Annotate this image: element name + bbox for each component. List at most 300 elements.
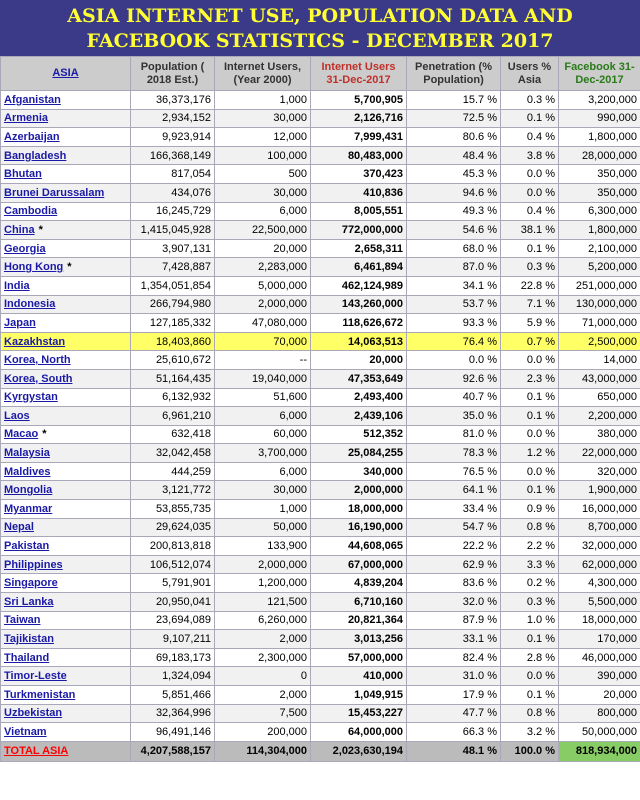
country-cell[interactable] [1, 648, 131, 667]
population-cell: 1,324,094 [131, 667, 215, 686]
table-row [1, 351, 640, 370]
facebook-cell: 22,000,000 [559, 444, 640, 463]
country-link[interactable]: Malaysia [4, 447, 50, 460]
users-2000-cell: 2,000 [215, 686, 311, 705]
country-link[interactable]: Turkmenistan [4, 688, 76, 701]
facebook-cell: 1,800,000 [559, 221, 640, 240]
users-2017-cell: 5,700,905 [311, 91, 407, 110]
users-2017-cell: 25,084,255 [311, 444, 407, 463]
total-penetration: 48.1 % [407, 741, 501, 761]
facebook-cell: 28,000,000 [559, 146, 640, 165]
table-row [1, 537, 640, 556]
users-asia-cell: 0.1 % [501, 407, 559, 426]
title-line-1: ASIA INTERNET USE, POPULATION DATA AND [67, 5, 573, 27]
country-cell[interactable] [1, 351, 131, 370]
country-link[interactable]: Tajikistan [4, 633, 54, 646]
users-2000-cell: 20,000 [215, 239, 311, 258]
table-header [1, 57, 640, 91]
population-cell: 2,934,152 [131, 109, 215, 128]
facebook-cell: 43,000,000 [559, 369, 640, 388]
users-2017-cell: 20,000 [311, 351, 407, 370]
users-2000-cell: 500 [215, 165, 311, 184]
table-row [1, 165, 640, 184]
facebook-cell: 350,000 [559, 183, 640, 202]
users-asia-cell: 0.1 % [501, 388, 559, 407]
country-cell[interactable] [1, 239, 131, 258]
users-2017-cell: 4,839,204 [311, 574, 407, 593]
country-cell[interactable] [1, 91, 131, 110]
population-cell: 5,851,466 [131, 686, 215, 705]
users-2000-cell: 6,000 [215, 202, 311, 221]
users-2000-cell: 22,500,000 [215, 221, 311, 240]
penetration-cell: 83.6 % [407, 574, 501, 593]
users-asia-cell: 0.1 % [501, 481, 559, 500]
users-2000-cell: 70,000 [215, 332, 311, 351]
users-2017-cell: 80,483,000 [311, 146, 407, 165]
country-cell[interactable] [1, 481, 131, 500]
penetration-cell: 33.1 % [407, 630, 501, 649]
header-population: Population ( 2018 Est.) [131, 57, 215, 91]
users-asia-cell: 0.8 % [501, 518, 559, 537]
table-row [1, 462, 640, 481]
users-2000-cell: 2,000,000 [215, 295, 311, 314]
users-2017-cell: 340,000 [311, 462, 407, 481]
population-cell: 434,076 [131, 183, 215, 202]
users-2017-cell: 3,013,256 [311, 630, 407, 649]
facebook-cell: 4,300,000 [559, 574, 640, 593]
footnote-star: * [67, 261, 72, 274]
users-2000-cell: 6,000 [215, 462, 311, 481]
users-2000-cell: 19,040,000 [215, 369, 311, 388]
table-row [1, 444, 640, 463]
country-link[interactable]: Bangladesh [4, 149, 67, 162]
population-cell: 6,132,932 [131, 388, 215, 407]
users-2000-cell: 2,300,000 [215, 648, 311, 667]
country-cell[interactable] [1, 593, 131, 612]
country-cell[interactable] [1, 667, 131, 686]
table-row [1, 704, 640, 723]
penetration-cell: 45.3 % [407, 165, 501, 184]
users-2000-cell: 7,500 [215, 704, 311, 723]
population-cell: 18,403,860 [131, 332, 215, 351]
table-body [1, 91, 640, 742]
users-2000-cell: 6,260,000 [215, 611, 311, 630]
table-row [1, 630, 640, 649]
facebook-cell: 650,000 [559, 388, 640, 407]
penetration-cell: 62.9 % [407, 555, 501, 574]
users-2017-cell: 462,124,989 [311, 276, 407, 295]
facebook-cell: 2,200,000 [559, 407, 640, 426]
country-link[interactable]: Macao [4, 428, 39, 441]
country-cell[interactable] [1, 630, 131, 649]
population-cell: 1,354,051,854 [131, 276, 215, 295]
users-2017-cell: 20,821,364 [311, 611, 407, 630]
users-asia-cell: 0.0 % [501, 462, 559, 481]
users-2017-cell: 2,658,311 [311, 239, 407, 258]
country-cell[interactable] [1, 537, 131, 556]
users-2017-cell: 2,493,400 [311, 388, 407, 407]
facebook-cell: 800,000 [559, 704, 640, 723]
country-link[interactable]: Afganistan [4, 93, 61, 106]
total-label-cell[interactable] [1, 741, 131, 761]
users-2017-cell: 8,005,551 [311, 202, 407, 221]
facebook-cell: 390,000 [559, 667, 640, 686]
table-row [1, 239, 640, 258]
table-row [1, 109, 640, 128]
country-link[interactable]: Sri Lanka [4, 595, 54, 608]
country-link[interactable]: India [4, 279, 30, 292]
users-asia-cell: 2.8 % [501, 648, 559, 667]
facebook-cell: 5,500,000 [559, 593, 640, 612]
country-cell[interactable] [1, 723, 131, 742]
country-cell[interactable] [1, 314, 131, 333]
table-row [1, 500, 640, 519]
country-cell[interactable] [1, 332, 131, 351]
header-penetration: Penetration (% Population) [407, 57, 501, 91]
population-cell: 106,512,074 [131, 555, 215, 574]
users-2000-cell: 30,000 [215, 109, 311, 128]
footnote-star: * [38, 223, 43, 236]
table-row [1, 667, 640, 686]
users-2017-cell: 2,000,000 [311, 481, 407, 500]
table-row [1, 555, 640, 574]
country-link[interactable]: Armenia [4, 112, 49, 125]
users-asia-cell: 0.4 % [501, 128, 559, 147]
users-2000-cell: 121,500 [215, 593, 311, 612]
population-cell: 9,107,211 [131, 630, 215, 649]
population-cell: 5,791,901 [131, 574, 215, 593]
users-asia-cell: 1.0 % [501, 611, 559, 630]
penetration-cell: 31.0 % [407, 667, 501, 686]
users-asia-cell: 0.7 % [501, 332, 559, 351]
country-cell[interactable] [1, 444, 131, 463]
country-cell[interactable] [1, 462, 131, 481]
facebook-cell: 3,200,000 [559, 91, 640, 110]
country-link[interactable]: Vietnam [4, 725, 47, 738]
country-cell[interactable] [1, 388, 131, 407]
users-2017-cell: 6,461,894 [311, 258, 407, 277]
users-asia-cell: 0.3 % [501, 258, 559, 277]
population-cell: 53,855,735 [131, 500, 215, 519]
users-2017-cell: 15,453,227 [311, 704, 407, 723]
penetration-cell: 32.0 % [407, 593, 501, 612]
facebook-cell: 130,000,000 [559, 295, 640, 314]
table-row [1, 221, 640, 240]
population-cell: 166,368,149 [131, 146, 215, 165]
population-cell: 51,164,435 [131, 369, 215, 388]
users-2000-cell: 6,000 [215, 407, 311, 426]
users-2017-cell: 7,999,431 [311, 128, 407, 147]
penetration-cell: 48.4 % [407, 146, 501, 165]
penetration-cell: 64.1 % [407, 481, 501, 500]
country-link[interactable]: Laos [4, 409, 30, 422]
users-asia-cell: 0.0 % [501, 183, 559, 202]
header-internet-2000: Internet Users, (Year 2000) [215, 57, 311, 91]
country-cell[interactable] [1, 518, 131, 537]
country-cell[interactable] [1, 555, 131, 574]
table-row [1, 276, 640, 295]
users-2017-cell: 370,423 [311, 165, 407, 184]
country-link[interactable]: Korea, South [4, 372, 73, 385]
penetration-cell: 49.3 % [407, 202, 501, 221]
country-cell[interactable] [1, 109, 131, 128]
country-link[interactable]: Hong Kong [4, 261, 64, 274]
country-link[interactable]: Singapore [4, 577, 58, 590]
facebook-cell: 320,000 [559, 462, 640, 481]
population-cell: 1,415,045,928 [131, 221, 215, 240]
country-link[interactable]: Uzbekistan [4, 707, 63, 720]
country-link[interactable]: Mongolia [4, 484, 53, 497]
users-2017-cell: 2,126,716 [311, 109, 407, 128]
facebook-cell: 170,000 [559, 630, 640, 649]
population-cell: 3,907,131 [131, 239, 215, 258]
facebook-cell: 2,100,000 [559, 239, 640, 258]
country-link[interactable]: Indonesia [4, 298, 56, 311]
total-users-2000: 114,304,000 [215, 741, 311, 761]
country-cell[interactable] [1, 165, 131, 184]
table-row [1, 593, 640, 612]
facebook-cell: 8,700,000 [559, 518, 640, 537]
country-link[interactable]: Philippines [4, 558, 63, 571]
facebook-cell: 6,300,000 [559, 202, 640, 221]
facebook-cell: 14,000 [559, 351, 640, 370]
country-cell[interactable] [1, 258, 131, 277]
users-2017-cell: 118,626,672 [311, 314, 407, 333]
users-asia-cell: 38.1 % [501, 221, 559, 240]
population-cell: 16,245,729 [131, 202, 215, 221]
facebook-cell: 32,000,000 [559, 537, 640, 556]
country-cell[interactable] [1, 704, 131, 723]
table-row [1, 128, 640, 147]
table-row [1, 518, 640, 537]
users-2017-cell: 772,000,000 [311, 221, 407, 240]
facebook-cell: 350,000 [559, 165, 640, 184]
users-2000-cell: 2,000 [215, 630, 311, 649]
users-asia-cell: 0.2 % [501, 574, 559, 593]
country-cell[interactable] [1, 369, 131, 388]
header-row [1, 57, 640, 91]
country-link[interactable]: China [4, 223, 35, 236]
users-2000-cell: 30,000 [215, 183, 311, 202]
country-link[interactable]: Taiwan [4, 614, 41, 627]
users-2000-cell: 1,000 [215, 500, 311, 519]
table-row [1, 146, 640, 165]
users-2000-cell: 5,000,000 [215, 276, 311, 295]
users-2000-cell: 30,000 [215, 481, 311, 500]
population-cell: 444,259 [131, 462, 215, 481]
table-row [1, 369, 640, 388]
users-2017-cell: 410,836 [311, 183, 407, 202]
population-cell: 6,961,210 [131, 407, 215, 426]
users-asia-cell: 0.1 % [501, 109, 559, 128]
population-cell: 7,428,887 [131, 258, 215, 277]
table-row [1, 723, 640, 742]
country-cell[interactable] [1, 183, 131, 202]
total-users-asia: 100.0 % [501, 741, 559, 761]
table-row [1, 202, 640, 221]
penetration-cell: 81.0 % [407, 425, 501, 444]
table-row [1, 388, 640, 407]
asia-stats-table [0, 56, 640, 762]
facebook-cell: 62,000,000 [559, 555, 640, 574]
country-link[interactable]: Korea, North [4, 354, 71, 367]
country-cell[interactable] [1, 128, 131, 147]
users-asia-cell: 0.1 % [501, 239, 559, 258]
total-users-2017: 2,023,630,194 [311, 741, 407, 761]
country-link[interactable]: Japan [4, 316, 36, 329]
users-2000-cell: 200,000 [215, 723, 311, 742]
penetration-cell: 17.9 % [407, 686, 501, 705]
penetration-cell: 47.7 % [407, 704, 501, 723]
penetration-cell: 76.4 % [407, 332, 501, 351]
country-cell[interactable] [1, 202, 131, 221]
table-row [1, 407, 640, 426]
penetration-cell: 82.4 % [407, 648, 501, 667]
country-link[interactable]: Maldives [4, 465, 51, 478]
users-2017-cell: 47,353,649 [311, 369, 407, 388]
users-2000-cell: 1,200,000 [215, 574, 311, 593]
country-cell[interactable] [1, 574, 131, 593]
users-asia-cell: 0.8 % [501, 704, 559, 723]
header-country[interactable] [1, 57, 131, 91]
header-facebook: Facebook 31-Dec-2017 [559, 57, 640, 91]
users-2000-cell: 3,700,000 [215, 444, 311, 463]
users-2000-cell: 47,080,000 [215, 314, 311, 333]
population-cell: 69,183,173 [131, 648, 215, 667]
penetration-cell: 34.1 % [407, 276, 501, 295]
users-2017-cell: 512,352 [311, 425, 407, 444]
users-2000-cell: 133,900 [215, 537, 311, 556]
population-cell: 127,185,332 [131, 314, 215, 333]
users-asia-cell: 0.3 % [501, 91, 559, 110]
users-2000-cell: 1,000 [215, 91, 311, 110]
users-2017-cell: 44,608,065 [311, 537, 407, 556]
population-cell: 20,950,041 [131, 593, 215, 612]
facebook-cell: 380,000 [559, 425, 640, 444]
population-cell: 25,610,672 [131, 351, 215, 370]
facebook-cell: 16,000,000 [559, 500, 640, 519]
facebook-cell: 18,000,000 [559, 611, 640, 630]
users-asia-cell: 0.1 % [501, 686, 559, 705]
country-link[interactable]: Cambodia [4, 205, 58, 218]
users-asia-cell: 7.1 % [501, 295, 559, 314]
users-2017-cell: 6,710,160 [311, 593, 407, 612]
users-asia-cell: 1.2 % [501, 444, 559, 463]
country-link[interactable]: Georgia [4, 242, 46, 255]
population-cell: 200,813,818 [131, 537, 215, 556]
facebook-cell: 50,000,000 [559, 723, 640, 742]
total-asia-link[interactable]: TOTAL ASIA [4, 745, 69, 758]
table-row [1, 686, 640, 705]
table-row [1, 648, 640, 667]
country-link[interactable]: Kyrgystan [4, 391, 58, 404]
facebook-cell: 251,000,000 [559, 276, 640, 295]
users-asia-cell: 0.4 % [501, 202, 559, 221]
country-cell[interactable] [1, 611, 131, 630]
users-asia-cell: 0.9 % [501, 500, 559, 519]
penetration-cell: 72.5 % [407, 109, 501, 128]
country-cell[interactable] [1, 221, 131, 240]
country-cell[interactable] [1, 146, 131, 165]
table-row [1, 314, 640, 333]
asia-link[interactable]: ASIA [52, 67, 79, 79]
title-line-2: FACEBOOK STATISTICS - DECEMBER 2017 [86, 30, 554, 52]
country-cell[interactable] [1, 276, 131, 295]
users-2000-cell: 0 [215, 667, 311, 686]
users-2017-cell: 1,049,915 [311, 686, 407, 705]
penetration-cell: 22.2 % [407, 537, 501, 556]
facebook-cell: 71,000,000 [559, 314, 640, 333]
country-link[interactable]: Brunei Darussalam [4, 186, 105, 199]
penetration-cell: 92.6 % [407, 369, 501, 388]
country-link[interactable]: Pakistan [4, 540, 50, 553]
population-cell: 266,794,980 [131, 295, 215, 314]
population-cell: 9,923,914 [131, 128, 215, 147]
country-cell[interactable] [1, 425, 131, 444]
users-2000-cell: 12,000 [215, 128, 311, 147]
users-2000-cell: -- [215, 351, 311, 370]
country-link[interactable]: Nepal [4, 521, 34, 534]
country-link[interactable]: Myanmar [4, 502, 53, 515]
facebook-cell: 46,000,000 [559, 648, 640, 667]
users-2017-cell: 64,000,000 [311, 723, 407, 742]
penetration-cell: 76.5 % [407, 462, 501, 481]
users-asia-cell: 3.8 % [501, 146, 559, 165]
table-row [1, 611, 640, 630]
population-cell: 32,042,458 [131, 444, 215, 463]
penetration-cell: 78.3 % [407, 444, 501, 463]
penetration-cell: 54.6 % [407, 221, 501, 240]
total-population: 4,207,588,157 [131, 741, 215, 761]
header-internet-2017: Internet Users 31-Dec-2017 [311, 57, 407, 91]
country-cell[interactable] [1, 407, 131, 426]
total-facebook: 818,934,000 [559, 741, 640, 761]
users-asia-cell: 2.2 % [501, 537, 559, 556]
country-link[interactable]: Kazakhstan [4, 335, 66, 348]
users-2000-cell: 51,600 [215, 388, 311, 407]
country-link[interactable]: Timor-Leste [4, 670, 67, 683]
users-2000-cell: 60,000 [215, 425, 311, 444]
penetration-cell: 54.7 % [407, 518, 501, 537]
penetration-cell: 80.6 % [407, 128, 501, 147]
table-row [1, 574, 640, 593]
users-2017-cell: 67,000,000 [311, 555, 407, 574]
country-link[interactable]: Thailand [4, 651, 50, 664]
penetration-cell: 40.7 % [407, 388, 501, 407]
users-2000-cell: 100,000 [215, 146, 311, 165]
population-cell: 36,373,176 [131, 91, 215, 110]
country-cell[interactable] [1, 500, 131, 519]
population-cell: 29,624,035 [131, 518, 215, 537]
users-2017-cell: 143,260,000 [311, 295, 407, 314]
facebook-cell: 1,900,000 [559, 481, 640, 500]
country-cell[interactable] [1, 295, 131, 314]
country-link[interactable]: Bhutan [4, 168, 42, 181]
facebook-cell: 1,800,000 [559, 128, 640, 147]
penetration-cell: 53.7 % [407, 295, 501, 314]
population-cell: 96,491,146 [131, 723, 215, 742]
population-cell: 817,054 [131, 165, 215, 184]
users-2000-cell: 2,283,000 [215, 258, 311, 277]
users-2017-cell: 16,190,000 [311, 518, 407, 537]
penetration-cell: 87.0 % [407, 258, 501, 277]
country-cell[interactable] [1, 686, 131, 705]
population-cell: 23,694,089 [131, 611, 215, 630]
facebook-cell: 990,000 [559, 109, 640, 128]
facebook-cell: 20,000 [559, 686, 640, 705]
country-link[interactable]: Azerbaijan [4, 130, 60, 143]
table-row [1, 295, 640, 314]
